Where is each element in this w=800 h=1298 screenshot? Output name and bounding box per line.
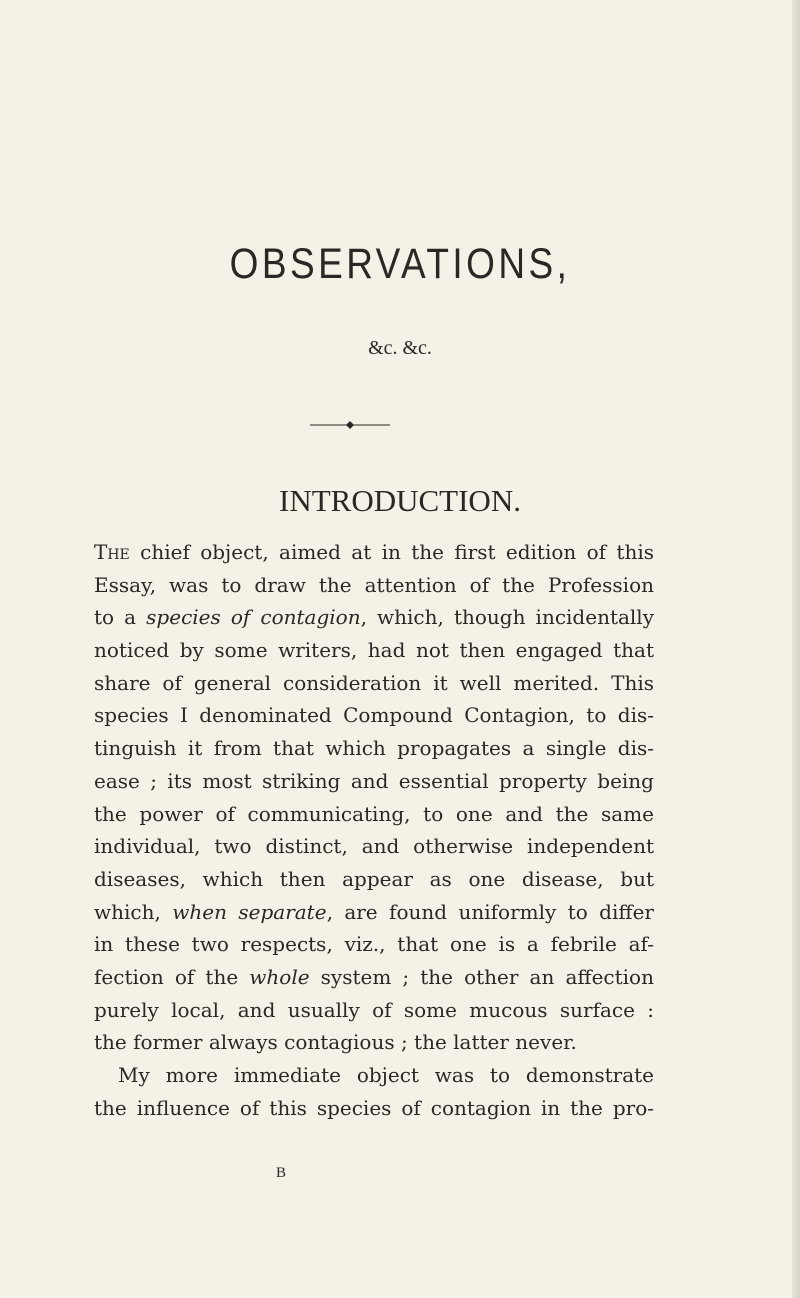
text-line-15: purely local, and usually of some mucous surface :: [94, 997, 654, 1022]
text-line-13: in these two respects, viz., that one is a febrile af-: [94, 932, 654, 957]
text-line-3-c: , which, though incidentally: [360, 605, 654, 630]
signature-mark: B: [276, 1165, 287, 1181]
section-heading: INTRODUCTION.: [279, 483, 521, 518]
text-line-1: [94, 536, 654, 569]
text-line-17: My more immediate object was to demonstrate: [118, 1063, 654, 1087]
text-line-3: [94, 601, 654, 634]
text-line-4: noticed by some writers, had not then engaged that: [94, 638, 654, 663]
text-line-12-a: which,: [94, 899, 173, 924]
page-title: OBSERVATIONS,: [229, 240, 571, 288]
text-line-7: tinguish it from that which propagates a single dis-: [94, 736, 654, 761]
text-line-9: the power of communicating, to one and the same: [94, 801, 654, 826]
italic-phrase: species of contagion: [146, 605, 361, 630]
text-line-18: the influence of this species of contagion in the pro-: [94, 1095, 654, 1120]
body-text: [94, 536, 654, 1124]
italic-word: whole: [249, 964, 310, 989]
text-line-14-a: fection of the: [94, 964, 250, 989]
text-line-10: individual, two distinct, and otherwise independent: [94, 834, 654, 859]
text-line-8: ease ; its most striking and essential property being: [94, 768, 654, 793]
text-line-14: [94, 961, 654, 994]
lead-word: The: [94, 540, 130, 564]
text-line-14-c: system ; the other an affection: [309, 964, 654, 989]
text-line-1-rest: chief object, aimed at in the first edition of this: [129, 540, 654, 564]
diamond-rule-ornament-icon: [310, 419, 390, 431]
page-edge: [792, 0, 800, 1298]
text-line-5: share of general consideration it well merited. This: [94, 670, 654, 695]
text-line-6: species I denominated Compound Contagion, to dis-: [94, 703, 654, 728]
text-line-11: diseases, which then appear as one disease, but: [94, 866, 654, 891]
text-line-12: [94, 896, 654, 929]
text-line-2: Essay, was to draw the attention of the Profession: [94, 572, 654, 597]
page-subtitle: &c. &c.: [368, 337, 432, 359]
text-line-12-c: , are found uniformly to differ: [326, 899, 654, 924]
text-line-16: the former always contagious ; the latter never.: [94, 1030, 577, 1055]
italic-phrase: when separate: [172, 899, 327, 924]
text-line-3-a: to a: [94, 605, 147, 630]
